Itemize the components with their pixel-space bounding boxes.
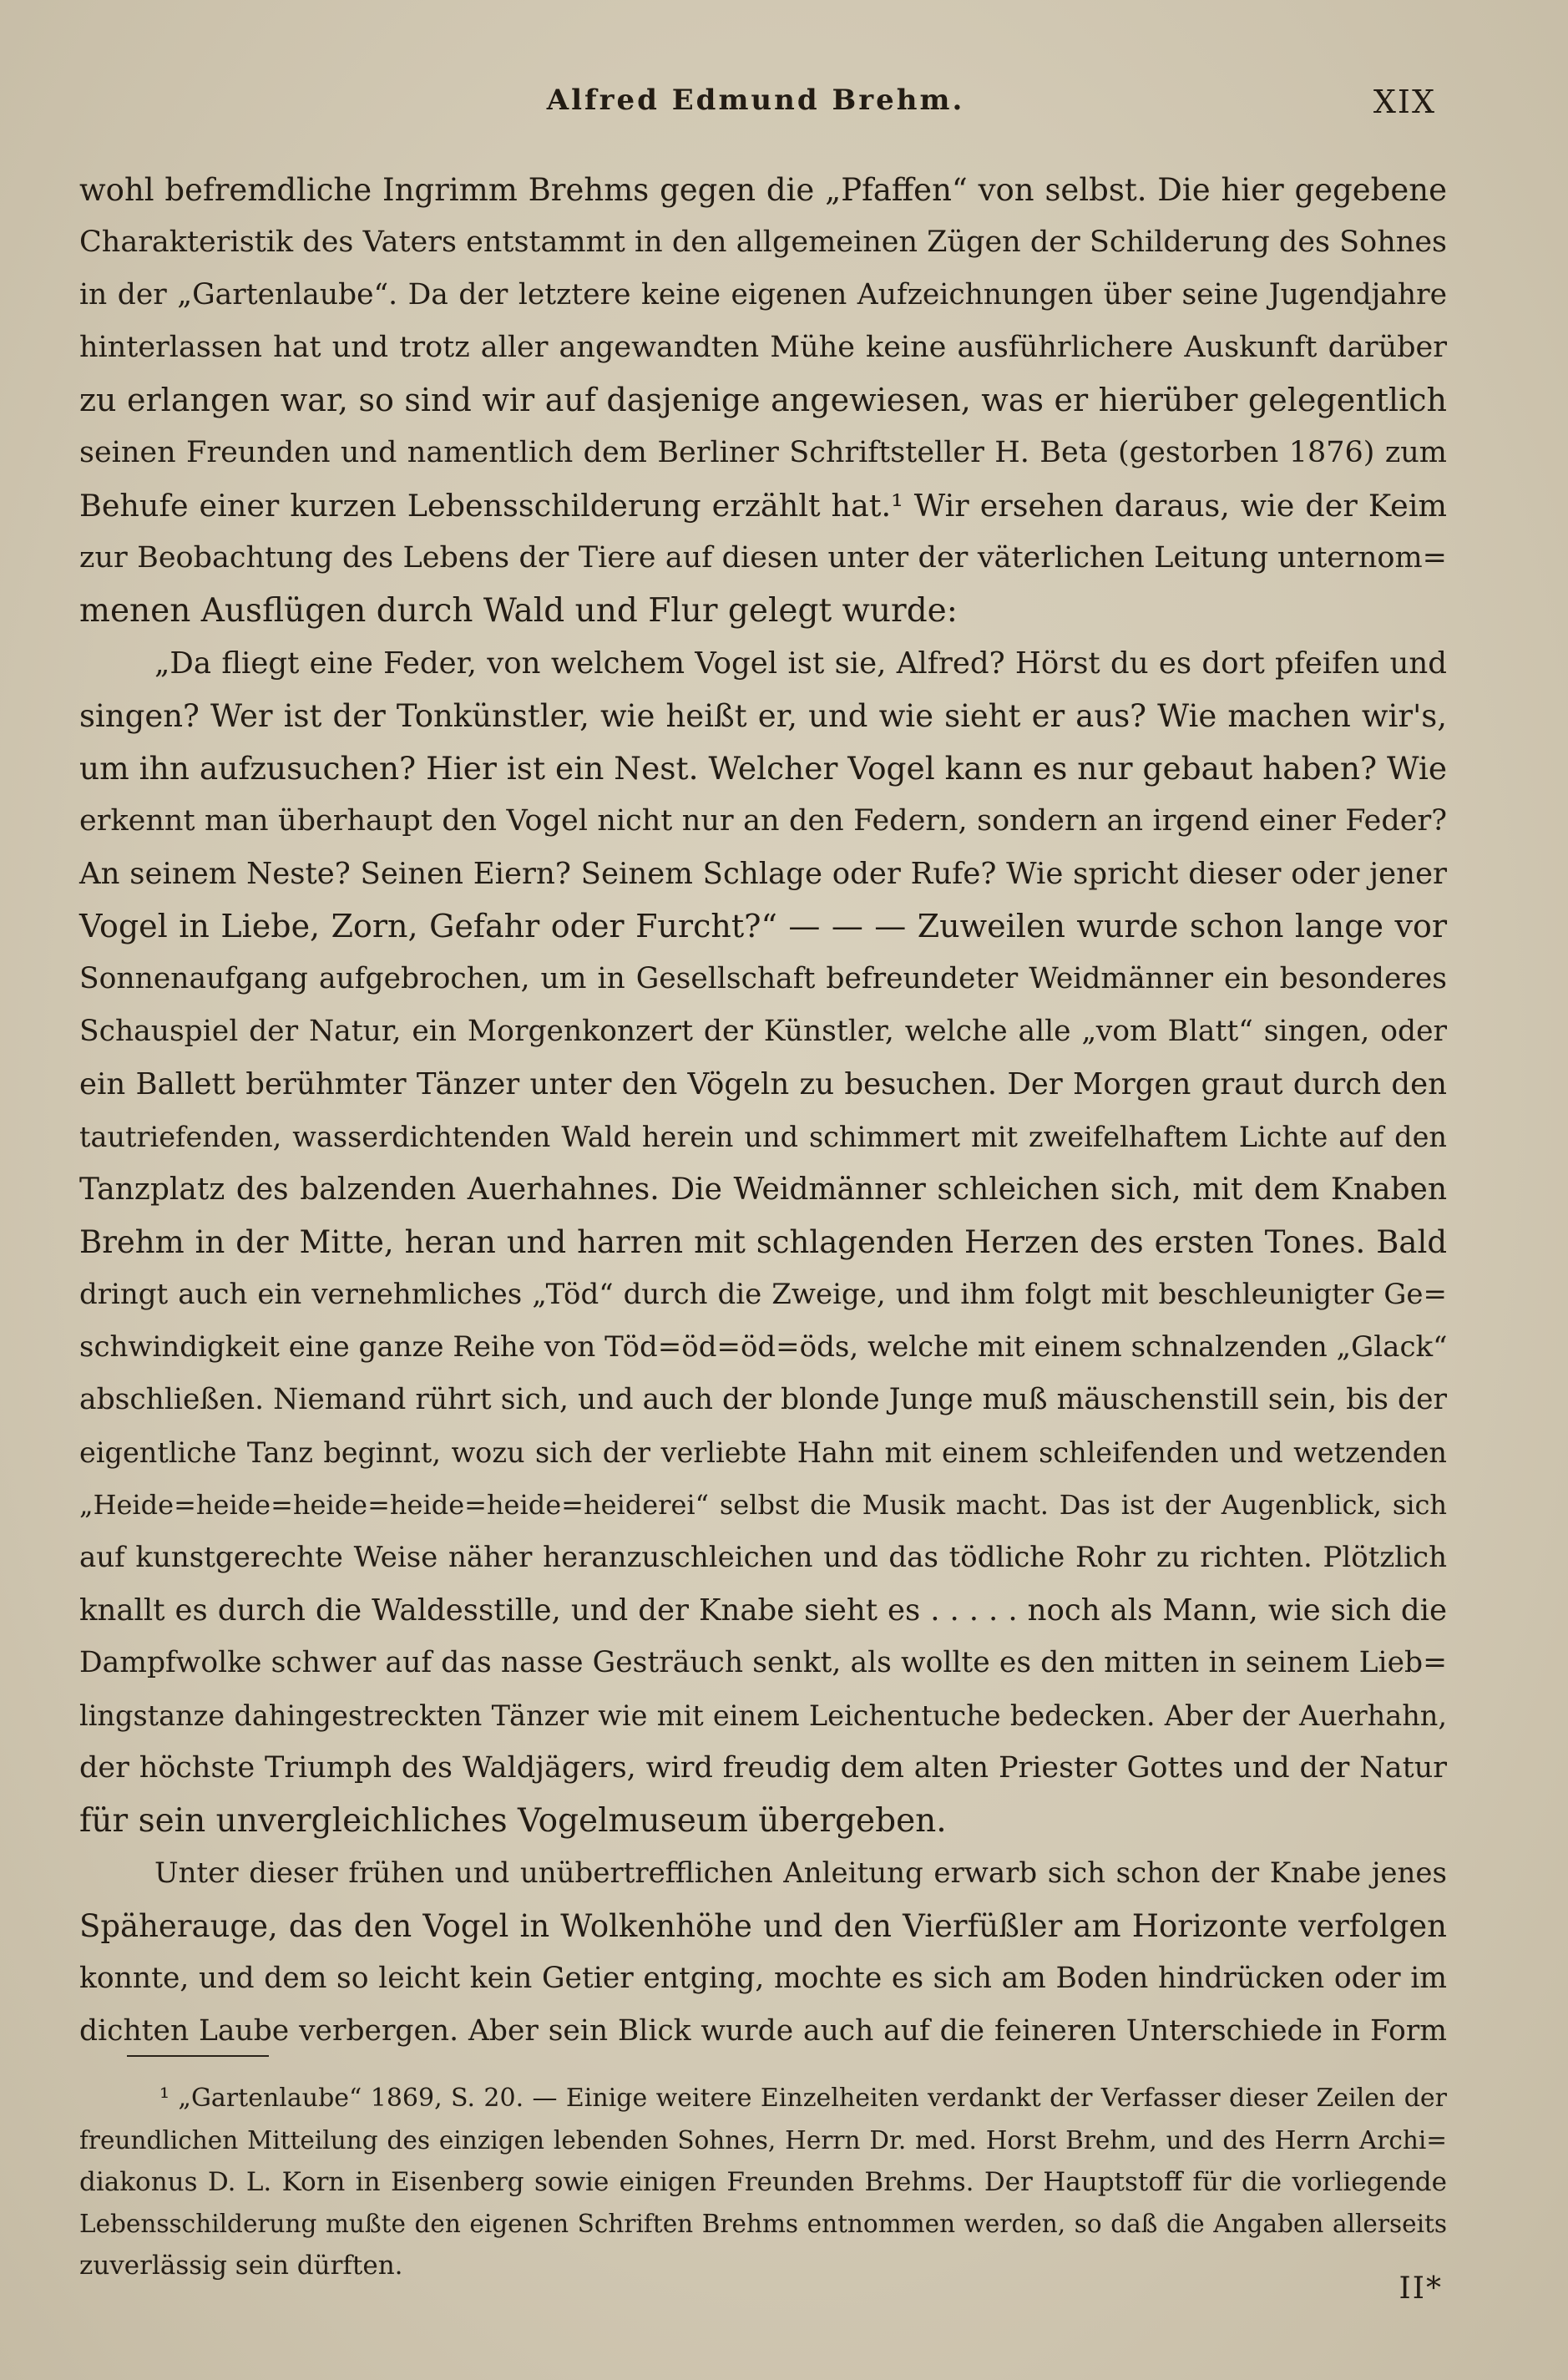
text-line: Dampfwolke schwer auf das nasse Gesträuch senkt, als wollte es den mitten in seinem Lieb=	[79, 1646, 1447, 1679]
text-line: ein Ballett berühmter Tänzer unter den Vögeln zu besuchen. Der Morgen graut durch den	[79, 1067, 1447, 1101]
footnote-line: diakonus D. L. Korn in Eisenberg sowie einigen Freunden Brehms. Der Hauptstoff für die vorliegende	[79, 2167, 1447, 2197]
printer-signature: II*	[1399, 2271, 1443, 2306]
text-line: zur Beobachtung des Lebens der Tiere auf diesen unter der väterlichen Leitung unternom=	[79, 541, 1447, 575]
text-line: hinterlassen hat und trotz aller angewandten Mühe keine ausführlichere Auskunft darüber	[79, 331, 1447, 364]
text-line: An seinem Neste? Seinen Eiern? Seinem Schlage oder Rufe? Wie spricht dieser oder jener	[79, 857, 1447, 891]
text-line: dichten Laube verbergen. Aber sein Blick wurde auch auf die feineren Unterschiede in Form	[79, 2014, 1447, 2048]
footnote-line: ¹ „Gartenlaube“ 1869, S. 20. — Einige weitere Einzelheiten verdankt der Verfasser dieser Zeilen der	[159, 2084, 1447, 2113]
page-header	[75, 84, 1436, 134]
footnote-line: Lebensschilderung mußte den eigenen Schriften Brehms entnommen werden, so daß die Angaben allerseits	[79, 2210, 1447, 2238]
text-line: Charakteristik des Vaters entstammt in den allgemeinen Zügen der Schilderung des Sohnes	[79, 225, 1447, 259]
running-head: Alfred Edmund Brehm.	[546, 84, 965, 117]
text-line: Sonnenaufgang aufgebrochen, um in Gesellschaft befreundeter Weidmänner ein besonderes	[79, 962, 1447, 995]
text-line: zu erlangen war, so sind wir auf dasjenige angewiesen, was er hierüber gelegentlich	[79, 382, 1447, 418]
text-line: um ihn aufzusuchen? Hier ist ein Nest. Welcher Vogel kann es nur gebaut haben? Wie	[79, 750, 1448, 787]
text-line: menen Ausflügen durch Wald und Flur gelegt wurde:	[79, 592, 958, 630]
text-line: schwindigkeit eine ganze Reihe von Töd=öd=öd=öds, welche mit einem schnalzenden „Glack“	[79, 1330, 1448, 1364]
text-line: erkennt man überhaupt den Vogel nicht nur an den Federn, sondern an irgend einer Feder?	[79, 804, 1447, 838]
footnote-line: zuverlässig sein dürften.	[79, 2251, 403, 2281]
text-line: in der „Gartenlaube“. Da der letztere keine eigenen Aufzeichnungen über seine Jugendjahre	[79, 278, 1447, 311]
text-line: knallt es durch die Waldesstille, und der Knabe sieht es . . . . . noch als Mann, wie sich die	[79, 1593, 1447, 1628]
text-line: tautriefenden, wasserdichtenden Wald herein und schimmert mit zweifelhaftem Lichte auf den	[79, 1121, 1447, 1153]
text-line: für sein unvergleichliches Vogelmuseum übergeben.	[79, 1802, 947, 1840]
paragraph-line: Unter dieser frühen und unübertrefflichen Anleitung erwarb sich schon der Knabe jenes	[154, 1856, 1447, 1890]
text-line: der höchste Triumph des Waldjägers, wird freudig dem alten Priester Gottes und der Natur	[79, 1751, 1447, 1785]
text-line: seinen Freunden und namentlich dem Berliner Schriftsteller H. Beta (gestorben 1876) zum	[79, 436, 1447, 469]
text-line: konnte, und dem so leicht kein Getier entging, mochte es sich am Boden hindrücken oder im	[79, 1962, 1447, 1995]
text-line: abschließen. Niemand rührt sich, und auch der blonde Junge muß mäuschenstill sein, bis der	[79, 1383, 1447, 1416]
text-line: eigentliche Tanz beginnt, wozu sich der verliebte Hahn mit einem schleifenden und wetzenden	[79, 1436, 1447, 1469]
text-line: Schauspiel der Natur, ein Morgenkonzert der Künstler, welche alle „vom Blatt“ singen, oder	[79, 1015, 1447, 1048]
text-line: Tanzplatz des balzenden Auerhahnes. Die Weidmänner schleichen sich, mit dem Knaben	[79, 1172, 1447, 1207]
text-line: „Heide=heide=heide=heide=heide=heiderei“ selbst die Musik macht. Das ist der Augenblick, sich	[79, 1489, 1447, 1521]
footnote-divider	[127, 2055, 269, 2057]
text-line: singen? Wer ist der Tonkünstler, wie heißt er, und wie sieht er aus? Wie machen wir's,	[79, 698, 1447, 734]
page-number: XIX	[1373, 84, 1436, 120]
text-line: auf kunstgerechte Weise näher heranzuschleichen und das tödliche Rohr zu richten. Plötzlich	[79, 1541, 1447, 1574]
text-line: wohl befremdliche Ingrimm Brehms gegen die „Pfaffen“ von selbst. Die hier gegebene	[79, 172, 1447, 208]
text-line: Vogel in Liebe, Zorn, Gefahr oder Furcht?“ — — — Zuweilen wurde schon lange vor	[79, 908, 1447, 944]
quote-line: „Da fliegt eine Feder, von welchem Vogel ist sie, Alfred? Hörst du es dort pfeifen und	[154, 646, 1447, 681]
footnotes	[79, 2078, 1447, 2286]
body-text	[79, 164, 1447, 2058]
footnote-line: freundlichen Mitteilung des einzigen lebenden Sohnes, Herrn Dr. med. Horst Brehm, und des Herrn Archi=	[79, 2126, 1447, 2155]
text-line: Behufe einer kurzen Lebensschilderung erzählt hat.¹ Wir ersehen daraus, wie der Keim	[79, 488, 1447, 524]
text-line: dringt auch ein vernehmliches „Töd“ durch die Zweige, und ihm folgt mit beschleunigter Ge=	[79, 1278, 1447, 1311]
text-line: lingstanze dahingestreckten Tänzer wie mit einem Leichentuche bedecken. Aber der Auerhahn,	[79, 1699, 1447, 1732]
text-line: Brehm in der Mitte, heran und harren mit schlagenden Herzen des ersten Tones. Bald	[79, 1224, 1447, 1260]
text-line: Späherauge, das den Vogel in Wolkenhöhe und den Vierfüßler am Horizonte verfolgen	[79, 1908, 1447, 1944]
